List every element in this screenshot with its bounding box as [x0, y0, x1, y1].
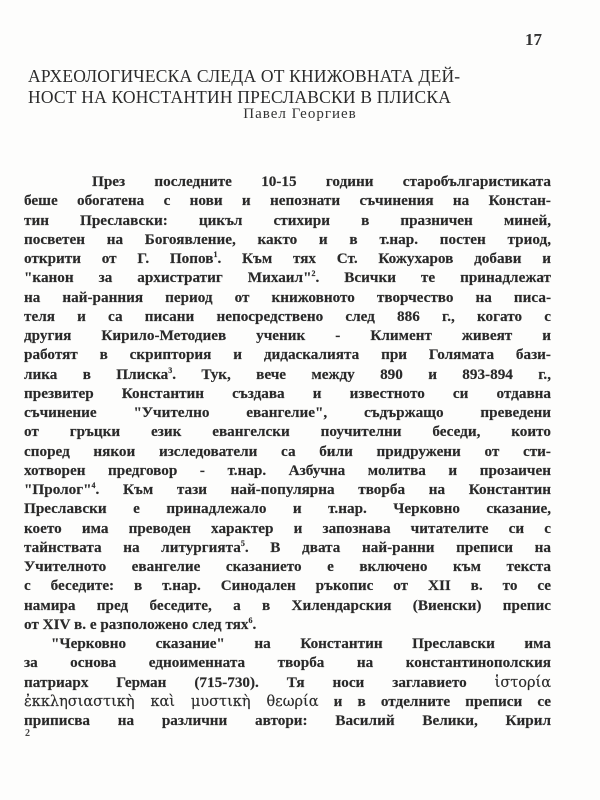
text-line [24, 230, 551, 249]
text-line [24, 596, 551, 615]
text-span: тин Преславски: цикъл стихири в празничен миней, [24, 211, 551, 229]
footnote-ref[interactable]: 4 [91, 481, 96, 490]
text-span: открити от Г. Попов [24, 250, 214, 267]
text-span: През последните 10-15 години старобългаристиката [92, 173, 551, 190]
text-span: . В двата най-ранни преписи на [244, 538, 551, 556]
text-line [24, 288, 551, 307]
text-line [24, 653, 551, 672]
text-span: тайнствата на литургията [24, 538, 241, 556]
text-line [24, 249, 551, 268]
text-line [24, 422, 551, 441]
text-span: според някои изследователи са били придружени от сти- [24, 442, 551, 460]
text-line [24, 461, 551, 480]
text-span: теля и са писани непосредствено след 886 г., когато с [24, 307, 551, 325]
text-line [24, 307, 551, 326]
text-span: другия Кирило-Методиев ученик - Климент живеят и [24, 327, 551, 344]
text-line [24, 326, 551, 345]
text-line [24, 557, 551, 576]
title-line-2: НОСТ НА КОНСТАНТИН ПРЕСЛАВСКИ В ПЛИСКА [28, 87, 452, 107]
text-line [24, 172, 551, 191]
footnote-ref[interactable]: 3 [168, 365, 173, 375]
text-line [24, 538, 551, 557]
text-span: за основа едноименната творба на константинополския [24, 654, 551, 672]
article-title [28, 66, 548, 108]
footnote-ref[interactable]: 2 [311, 269, 316, 279]
author-name: Павел Георгиев [243, 106, 357, 122]
greek-phrase: ἐκκλησιαστικὴ καὶ μυστικὴ θεωρία [24, 693, 319, 710]
text-line [24, 480, 551, 499]
footnote-ref[interactable]: 6 [248, 615, 253, 625]
text-line [24, 576, 551, 595]
printer-signature-mark: 2 [25, 728, 30, 739]
text-span: "Пролог" [24, 481, 92, 498]
text-span: намира пред беседите, а в Хилендарския (Виенски) препис [24, 596, 551, 614]
text-line [24, 692, 551, 711]
greek-phrase: ἱστορία [494, 674, 551, 691]
text-span: съчинение "Учително евангелие", съдържащо преведени [24, 404, 551, 421]
text-span: и в отделните преписи се [333, 692, 551, 710]
text-line [24, 191, 551, 210]
article-body [24, 172, 551, 730]
text-span: Учителното евангелие сказанието е включено към текста [24, 558, 551, 575]
text-span: с беседите: в т.нар. Синодален ръкопис от XII в. то се [24, 577, 551, 595]
text-line [24, 673, 551, 692]
text-line [24, 519, 551, 538]
text-line [24, 365, 551, 384]
text-span: от гръцки език евангелски поучителни беседи, които [24, 423, 551, 441]
text-line [24, 615, 551, 634]
text-line [24, 711, 551, 730]
text-span: патриарх Герман (715-730). Тя носи заглавието [24, 673, 467, 691]
text-span: беше обогатена с нови и непознати съчинения на Констан- [24, 192, 551, 210]
text-line [24, 384, 551, 403]
text-span: посветен на Богоявление, както и в т.нар. постен триод, [24, 230, 551, 248]
text-span: което има преводен характер и запознава читателите си с [24, 519, 551, 537]
text-span: . [252, 615, 257, 633]
text-span: презвитер Константин създава и известното си отдавна [24, 384, 551, 402]
text-span: . Към тази най-популярна творба на Константин [95, 481, 551, 498]
text-span: от XIV в. е разположено след тях [24, 615, 249, 633]
text-line [24, 442, 551, 461]
text-line [24, 499, 551, 518]
text-span: Преславски е принадлежало и т.нар. Черковно сказание, [24, 500, 551, 518]
text-span: "Черковно сказание" на Константин Преславски има [51, 635, 551, 652]
text-line [24, 268, 551, 287]
text-span: . Всички те принадлежат [315, 269, 551, 287]
footnote-ref[interactable]: 1 [213, 250, 218, 259]
text-span: работят в скриптория и дидаскалията при Голямата бази- [24, 346, 551, 364]
footnote-ref[interactable]: 5 [240, 538, 245, 548]
text-line [24, 403, 551, 422]
text-line [24, 211, 551, 230]
text-span: лика в Плиска [24, 365, 169, 383]
text-span: . Към тях Ст. Кожухаров добави и [217, 250, 551, 267]
text-span: "канон за архистратиг Михаил" [24, 269, 312, 287]
text-span: . Тук, вече между 890 и 893-894 г., [172, 365, 552, 383]
text-span: приписва на различни автори: Василий Велики, Кирил [24, 712, 551, 729]
text-span: хотворен предговор - т.нар. Азбучна молитва и прозаичен [24, 461, 551, 479]
text-line [24, 345, 551, 364]
text-span: на най-ранния период от книжовното творчество на писа- [24, 288, 551, 306]
title-line-1: АРХЕОЛОГИЧЕСКА СЛЕДА ОТ КНИЖОВНАТА ДЕЙ- [28, 66, 461, 86]
page-number: 17 [525, 30, 542, 49]
text-line [24, 634, 551, 653]
